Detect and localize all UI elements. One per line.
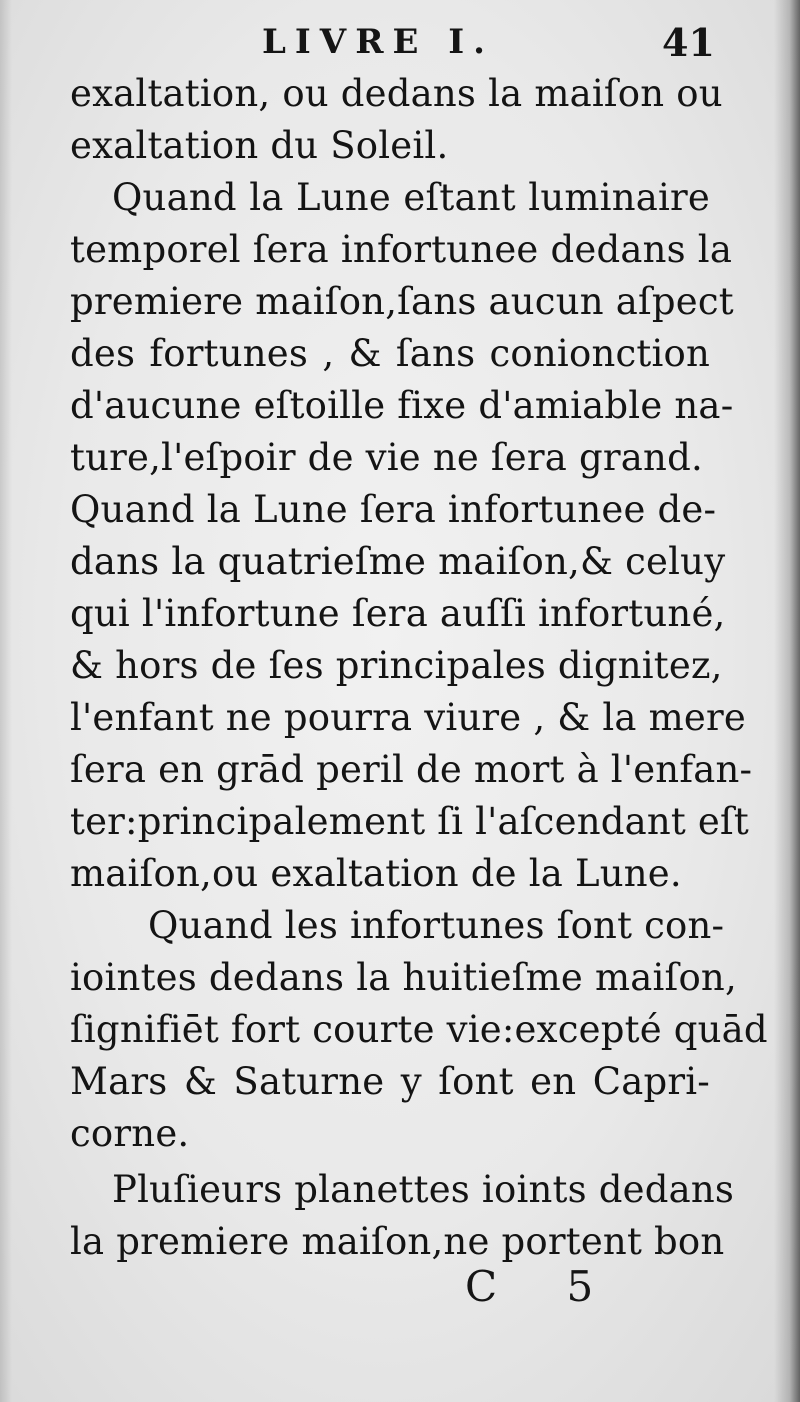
page-edge-shadow	[774, 0, 800, 1402]
paragraph-first-line: Pluſieurs planettes ioints dedans	[112, 1168, 735, 1211]
text-line: premiere maiſon,ſans aucun aſpect	[70, 280, 734, 323]
text-line: des fortunes , & ſans conionction	[70, 332, 710, 375]
text-line: la premiere maiſon,ne portent bon	[70, 1220, 725, 1263]
text-line: iointes dedans la huitieſme maiſon,	[70, 956, 737, 999]
text-line: exaltation du Soleil.	[70, 124, 449, 167]
text-line: ſignifiēt fort courte vie:excepté quād	[70, 1008, 768, 1051]
text-line: ter:principalement ſi l'aſcendant eſt	[70, 800, 749, 843]
text-line: maiſon,ou exaltation de la Lune.	[70, 852, 682, 895]
text-line: l'enfant ne pourra viure , & la mere	[70, 696, 746, 739]
text-line: qui l'infortune ſera auſſi infortuné,	[70, 592, 726, 635]
text-line: ture,l'eſpoir de vie ne ſera grand.	[70, 436, 703, 479]
text-line: & hors de ſes principales dignitez,	[70, 644, 723, 687]
text-line: Mars & Saturne y ſont en Capri-	[70, 1060, 710, 1103]
page-header	[0, 18, 800, 66]
text-line: exaltation, ou dedans la maiſon ou	[70, 72, 723, 115]
text-line: dans la quatrieſme maiſon,& celuy	[70, 540, 726, 583]
gutter-shadow	[0, 0, 12, 1402]
paragraph-first-line: Quand les infortunes ſont con-	[148, 904, 725, 947]
text-line: ſera en grād peril de mort à l'enfan-	[70, 748, 753, 791]
paragraph-first-line: Quand la Lune ſera infortunee de-	[70, 488, 717, 531]
signature-mark: C 5	[465, 1262, 622, 1311]
text-line: d'aucune eſtoille fixe d'amiable na-	[70, 384, 734, 427]
running-title: LIVRE I.	[262, 22, 494, 62]
body-text	[70, 68, 768, 1268]
text-line: corne.	[70, 1112, 190, 1155]
paragraph-first-line: Quand la Lune eſtant luminaire	[112, 176, 710, 219]
text-line: temporel ſera infortunee dedans la	[70, 228, 733, 271]
page-number: 41	[662, 20, 715, 65]
page-footer	[0, 1256, 800, 1316]
